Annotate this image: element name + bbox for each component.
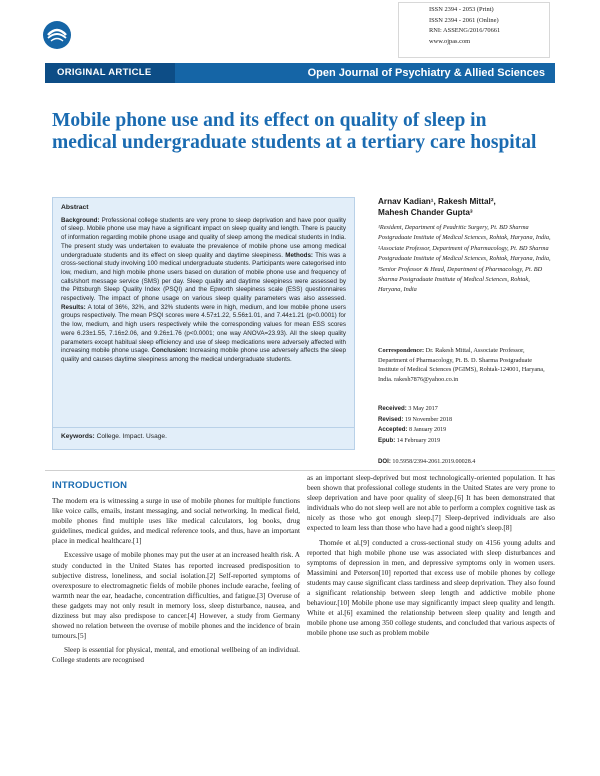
- revised-value: 19 November 2018: [404, 416, 452, 423]
- issn-info-box: [398, 2, 550, 58]
- abstract-heading: Abstract: [61, 204, 89, 211]
- methods-text: This was a cross-sectional study involving 100 medical undergraduate students. Participants were categorised into low, medium, and high mobile phone users based on duration of mobile phone use and frequency of calls/short message service (SMS) per day. Sleep quality and daytime sleepiness were assessed by the Pittsburgh Sleep Quality Index (PSQI) and the Epworth sleepiness scale (ESS) questionnaires respectively. The impact of phone usage on various sleep quality parameters was also assessed.: [61, 251, 347, 303]
- received-date: [378, 404, 553, 415]
- results-text: A total of 36%, 32%, and 32% students were in high, medium, and low mobile phone users groups respectively. The mean PSQI scores were 4.57±1.22, 5.56±1.01, and 7.44±1.21 (p<0.0001) for the low, medium, and high users respectively while the corresponding values for mean ESS scores were 6.23±1.55, 7.16±2.06, and 9.26±1.76 (p<0.0001; one way ANOVA=23.93). All the sleep quality parameters except habitual sleep efficiency and use of sleep medications were adversely affected with increasing mobile phone usage.: [61, 303, 346, 355]
- results-label: Results:: [61, 303, 86, 311]
- keywords-text: College. Impact. Usage.: [96, 433, 167, 441]
- conclusion-label: Conclusion:: [151, 347, 188, 355]
- rni-number: RNI: ASSENG/2016/70661: [429, 27, 501, 34]
- journal-name: Open Journal of Psychiatry & Allied Sciences: [307, 67, 545, 79]
- keywords-label: Keywords:: [61, 433, 95, 441]
- revised-label: Revised:: [378, 415, 404, 423]
- received-value: 3 May 2017: [408, 406, 438, 412]
- article-type-label: ORIGINAL ARTICLE: [45, 63, 175, 83]
- author-list: [378, 197, 553, 218]
- body-column-right: [307, 473, 555, 643]
- epub-value: 14 February 2019: [396, 438, 441, 445]
- author-affiliations: ¹Resident, Department of Peadritic Surgery, Pt. BD Sharma Postgraduate Institute of Medical Sciences, Rohtak, Haryana, India, ²Associate Professor, Department of Pharmacology, Pt. BD Sharma Postgraduate Institute of Medical Sciences, Rohtak, Haryana, India, ³Senior Professor & Head, Department of Pharmacology, Pt. BD Sharma Postgraduate Institute of Medical Sciences, Rohtak, Haryana, India: [378, 224, 551, 294]
- doi-label: DOI:: [378, 458, 391, 465]
- doi-link[interactable]: 10.5958/2394-2061.2019.00028.4: [392, 459, 476, 465]
- correspondence: [378, 346, 553, 384]
- issn-print: ISSN 2394 - 2053 (Print): [429, 6, 494, 13]
- methods-label: Methods:: [285, 251, 314, 259]
- intro-paragraph-4: as an important sleep-deprived but most technologically-oriented population. It has been shown that professional college students in the United States are very prone to sleep deprivation and have poor quality of sleep.[6] It has been demonstrated that individuals who do not sleep well are not able to perform a complex cognitive task as nicely as those who got enough sleep.[7] Sleep-deprived individuals are also expected to learn less than those who have had a good night's sleep.[8]: [307, 474, 555, 533]
- section-divider: [45, 470, 555, 471]
- correspondence-label: Correspondence:: [378, 347, 425, 354]
- issn-online: ISSN 2394 - 2061 (Online): [429, 16, 499, 24]
- conclusion-text: Increasing mobile phone use adversely affects the sleep quality and causes daytime sleepiness among the medical undergraduate students.: [61, 347, 346, 363]
- revised-date: [378, 415, 553, 426]
- epub-label: Epub:: [378, 437, 396, 445]
- journal-logo-icon: [42, 20, 72, 50]
- intro-paragraph-1: The modern era is witnessing a surge in use of mobile phones for multiple functions like voice calls, emails, instant messaging, and social networking. In medical field, mobile phones find multiple uses like medical calculators, log books, drug guidelines, medical guides, and medical reference tools, and thus, have an important place in medical healthcare.[1]: [52, 497, 300, 546]
- abstract-box: [52, 197, 355, 450]
- intro-paragraph-2: Excessive usage of mobile phones may put the user at an increased health risk. A study conducted in the United States has reported increased predisposition to subjective distress, loneliness, and social isolation.[2] Self-reported symptoms of overexposure to electromagnetic fields of mobile phones include earache, feeling of warmth near the ear, headache, concentration difficulties, and fatigue.[3] Overuse of these gadgets may not only result in memory loss, sleep disturbance, nausea, and dizziness but may also predispose to cancer.[4] However, a study from Germany showed no relation between the overuse of mobile phones and the incidence of brain tumours.[5]: [52, 551, 300, 641]
- journal-banner: [45, 63, 555, 83]
- article-title: Mobile phone use and its effect on quality of sleep in medical undergraduate students at a tertiary care hospital: [52, 110, 537, 153]
- doi: [378, 457, 553, 467]
- introduction-heading: INTRODUCTION: [52, 480, 128, 491]
- article-dates: [378, 404, 553, 447]
- correspondence-text: Dr. Rakesh Mittal, Associate Professor, Department of Pharmacology, Pt. B. D. Sharma Postgraduate Institute of Medical Sciences (PGIMS), Rohtak-124001, Haryana, India. rakesh7876@yahoo.co.in: [378, 347, 545, 383]
- received-label: Received:: [378, 405, 407, 412]
- body-column-left: [52, 480, 300, 670]
- abstract-text: [61, 217, 346, 365]
- authors-line-2: Mahesh Chander Gupta³: [378, 207, 473, 217]
- journal-website[interactable]: www.ojpas.com: [429, 37, 471, 45]
- authors-line-1: Arnav Kadian¹, Rakesh Mittal²,: [378, 197, 496, 206]
- accepted-value: 8 January 2019: [409, 427, 447, 434]
- keywords-row: [53, 427, 354, 449]
- intro-paragraph-3: Sleep is essential for physical, mental, and emotional wellbeing of an individual. College students are recognised: [52, 646, 300, 665]
- intro-paragraph-5: Thomée et al.[9] conducted a cross-sectional study on 4156 young adults and reported that high mobile phone use was associated with sleep disturbances and symptoms of depression in men, and depressive symptoms only in women users. Massimini and Peterson[10] reported that excess use of mobile phones by college students may cause significant class tardiness and sleep deprivation. They also found a significant relationship between sleep length and addictive mobile phone behaviour.[10] Mobile phone use may significantly impact sleep quality and length. White et al.[6] examined the relationship between sleep quality and length and mobile phone use among 350 college students, and concluded that various aspects of mobile phone use such as problem mobile: [307, 538, 555, 638]
- background-label: Background:: [61, 216, 100, 224]
- accepted-date: [378, 425, 553, 436]
- background-text: Professional college students are very prone to sleep deprivation and have poor quality of sleep. Mobile phone use may have a significant impact on sleep quality and length. There is paucity of information regarding mobile phone usage and quality of sleep among the medical students in India. The present study was undertaken to evaluate the prevalence of mobile phone use among medical undergraduate students and its effect on sleep quality and daytime sleepiness.: [61, 216, 346, 259]
- accepted-label: Accepted:: [378, 426, 408, 434]
- epub-date: [378, 436, 553, 447]
